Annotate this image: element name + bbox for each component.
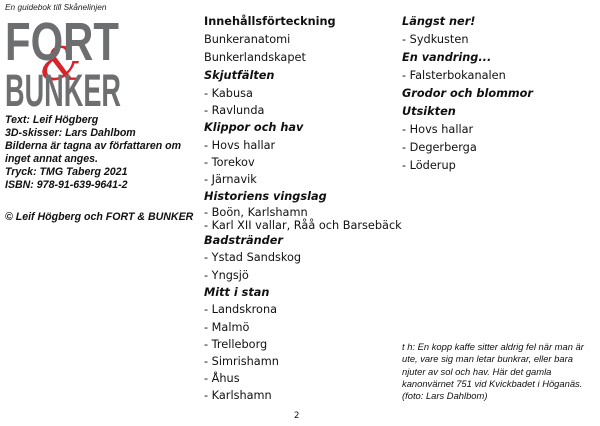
toc-entry[interactable]: - Boön, Karlshamn [204,205,308,219]
toc-entry[interactable]: - Kabusa [204,86,253,100]
toc-title: Innehållsförteckning [204,15,336,28]
toc-entry[interactable]: - Ravlunda [204,103,265,117]
credit-line: inget annat anges. [5,152,99,165]
toc-entry[interactable]: - Trelleborg [204,337,268,351]
logo-ampersand: & [40,37,82,91]
toc-entry[interactable]: - Sydkusten [402,33,469,46]
toc-entry[interactable]: - Simrishamn [204,355,279,368]
toc-section-heading-längst-ner[interactable]: Längst ner! [402,15,476,28]
toc-entry-bunkerlandskapet[interactable]: Bunkerlandskapet [204,51,306,64]
toc-section-heading-utsikten[interactable]: Utsikten [402,105,456,118]
credit-line: Tryck: TMG Taberg 2021 [5,165,128,178]
logo-word-bunker: BUNKER [5,65,121,109]
toc-section-heading-skjutfälten[interactable]: Skjutfälten [204,69,275,82]
toc-entry[interactable]: - Ystad Sandskog [204,251,302,265]
toc-entry[interactable]: - Hovs hallar [402,123,474,136]
page-number: 2 [294,411,300,421]
toc-section-heading-klippor-och-hav[interactable]: Klippor och hav [204,121,304,134]
credits-block [5,114,195,191]
toc-entry[interactable]: - Löderup [402,159,456,172]
credit-line: Bilderna är tagna av författaren om [5,139,182,152]
credit-line: ISBN: 978-91-639-9641-2 [5,178,128,191]
copyright-notice: © Leif Högberg och FORT & BUNKER [5,211,194,223]
toc-section-heading-badstränder[interactable]: Badstränder [204,233,284,247]
toc-column-right [402,13,597,175]
toc-section-heading-grodor-och-blommor[interactable]: Grodor och blommor [402,87,533,100]
toc-entry[interactable]: - Malmö [204,320,250,334]
toc-section-heading-en-vandring[interactable]: En vandring... [402,51,492,64]
logo-word-fort: FORT [5,14,120,72]
toc-section-heading-historiens-vingslag[interactable]: Historiens vingslag [204,190,327,204]
toc-entry[interactable]: - Hovs hallar [204,138,276,152]
toc-entry[interactable]: - Degerberga [402,141,477,154]
toc-section-heading-mitt-i-stan[interactable]: Mitt i stan [204,285,270,299]
logo-graphic [5,14,123,109]
series-tagline: En guidebok till Skånelinjen [5,2,107,12]
credit-line: Text: Leif Högberg [5,114,99,126]
toc-entry[interactable]: - Åhus [204,372,240,386]
credit-line: 3D-skisser: Lars Dahlbom [5,126,136,139]
toc-entry[interactable]: - Yngsjö [204,268,249,282]
toc-entry-bunkeranatomi[interactable]: Bunkeranatomi [204,33,291,46]
toc-column-left [204,13,402,405]
toc-entry[interactable]: - Karl XII vallar, Råå och Barsebäck [204,218,402,232]
photo-caption: t h: En kopp kaffe sitter aldrig fel när man är ute, vare sig man letar bunkrar, eller bara njuter av sol och hav. Här det gamla kanonvärnet 751 vid Kvickbadet i Höganäs. (foto: Lars Dahlbom) [402,341,584,402]
toc-entry[interactable]: - Torekov [204,155,255,169]
toc-entry[interactable]: - Järnavik [204,173,257,186]
fort-bunker-logo [5,14,123,109]
toc-entry[interactable]: - Karlshamn [204,389,272,403]
toc-entry[interactable]: - Falsterbokanalen [402,69,506,82]
toc-entry[interactable]: - Landskrona [204,303,278,317]
